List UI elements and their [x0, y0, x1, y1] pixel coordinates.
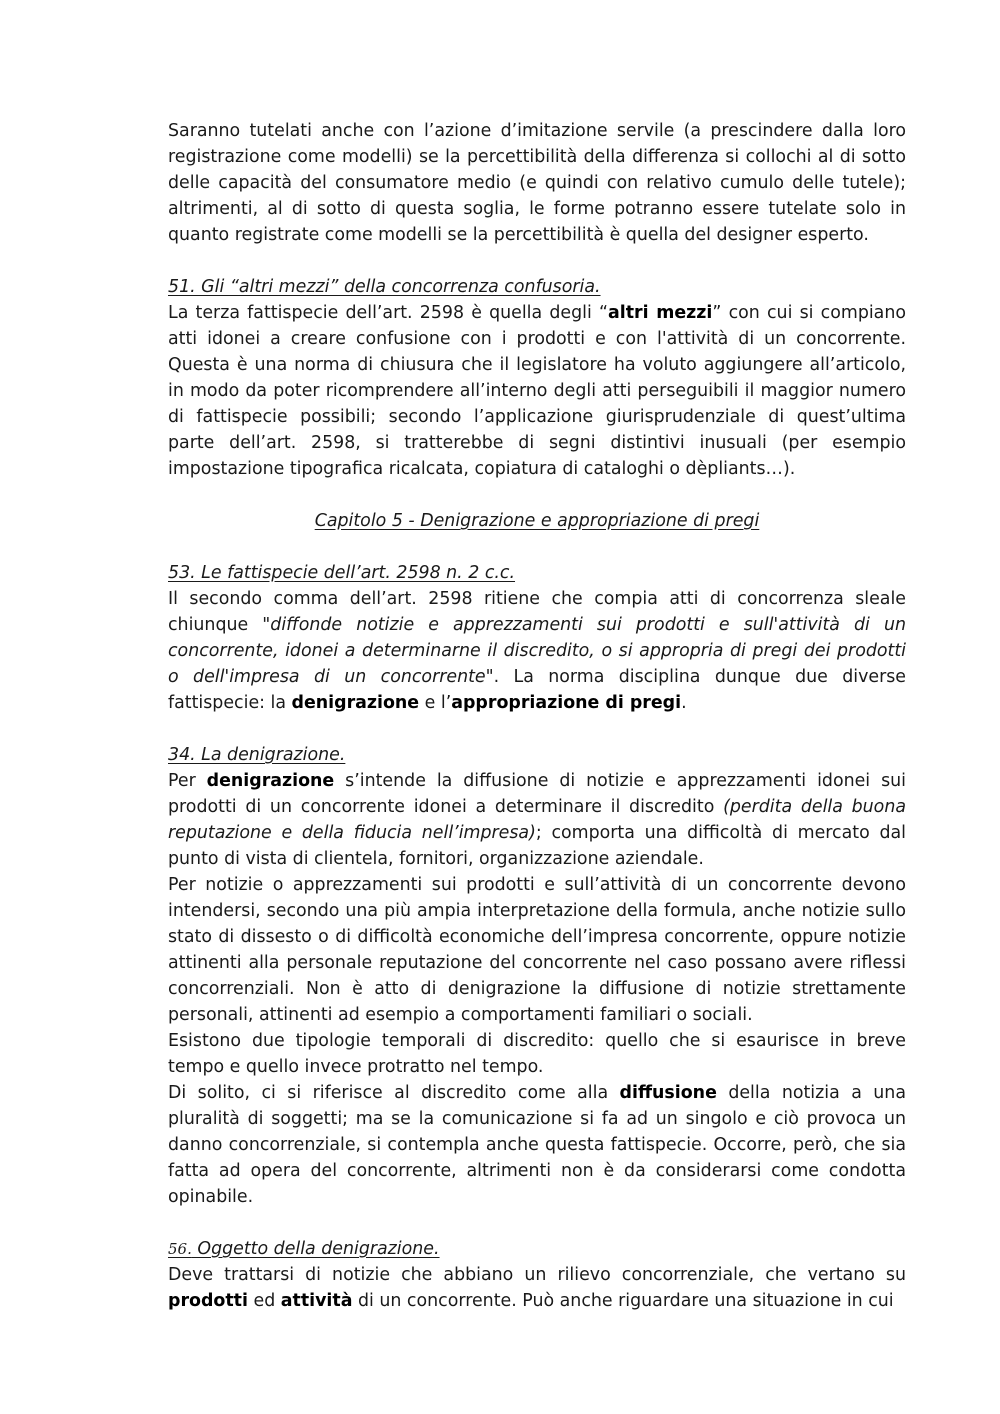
intro-paragraph: Saranno tutelati anche con l’azione d’imitazione servile (a prescindere dalla loro registrazione come modelli) se la percettibilità della differenza si collochi al di sotto delle capacità del consumatore medio (e quindi con relativo cumulo delle tutele); altrimenti, al di sotto di questa soglia, le forme potranno essere tutelate solo in quanto registrate come modelli se la percettibilità è quella del designer esperto. — [168, 121, 906, 245]
section-34-paragraph-1: Per denigrazione s’intende la diffusione di notizie e apprezzamenti idonei sui prodotti di un concorrente idonei a determinare il discredito (perdita della buona reputazione e della fiducia nell’impresa); comporta una difficoltà di mercato dal punto di vista di clientela, fornitori, organizzazione aziendale. — [168, 771, 907, 869]
section-56-heading: 56. Oggetto della denigrazione. — [168, 1239, 440, 1259]
section-34-paragraph-2: Per notizie o apprezzamenti sui prodotti e sull’attività di un concorrente devono intendersi, secondo una più ampia interpretazione della formula, anche notizie sullo stato di dissesto o di difficoltà economiche dell’impresa concorrente, oppure notizie attinenti alla personale reputazione del concorrente nel caso possano avere riflessi concorrenziali. Non è atto di denigrazione la diffusione di notizie strettamente personali, attinenti ad esempio a comportamenti familiari o sociali. — [168, 875, 906, 1025]
section-34-paragraph-3: Esistono due tipologie temporali di discredito: quello che si esaurisce in breve tempo e quello invece protratto nel tempo. — [168, 1031, 906, 1077]
section-34-paragraph-4: Di solito, ci si riferisce al discredito come alla diffusione della notizia a una pluralità di soggetti; ma se la comunicazione si fa ad un singolo e ciò provoca un danno concorrenziale, si contempla anche questa fattispecie. Occorre, però, che sia fatta ad opera del concorrente, altrimenti non è da considerarsi come condotta opinabile. — [168, 1083, 906, 1207]
section-53-heading: 53. Le fattispecie dell’art. 2598 n. 2 c.c. — [168, 563, 516, 583]
section-34-heading: 34. La denigrazione. — [168, 745, 346, 765]
section-51-paragraph: La terza fattispecie dell’art. 2598 è quella degli “altri mezzi” con cui si compiano atti idonei a creare confusione con i prodotti e con l'attività di un concorrente. Questa è una norma di chiusura che il legislatore ha voluto aggiungere all’articolo, in modo da poter ricomprendere all’interno degli atti perseguibili il maggior numero di fattispecie possibili; secondo l’applicazione giurisprudenziale di quest’ultima parte dell’art. 2598, si tratterebbe di segni distintivi inusuali (per esempio impostazione tipografica ricalcata, copiatura di cataloghi o dèpliants…). — [168, 303, 907, 479]
document-page — [168, 118, 906, 1314]
section-53-paragraph: Il secondo comma dell’art. 2598 ritiene che compia atti di concorrenza sleale chiunque "diffonde notizie e apprezzamenti sui prodotti e sull'attività di un concorrente, idonei a determinarne il discredito, o si appropria di pregi dei prodotti o dell'impresa di un concorrente". La norma disciplina dunque due diverse fattispecie: la denigrazione e l’appropriazione di pregi. — [168, 589, 906, 713]
chapter-5-title: Capitolo 5 - Denigrazione e appropriazione di pregi — [314, 511, 760, 531]
section-56-paragraph: Deve trattarsi di notizie che abbiano un rilievo concorrenziale, che vertano su prodotti ed attività di un concorrente. Può anche riguardare una situazione in cui — [168, 1265, 906, 1311]
section-51-heading: 51. Gli “altri mezzi” della concorrenza confusoria. — [168, 277, 601, 297]
